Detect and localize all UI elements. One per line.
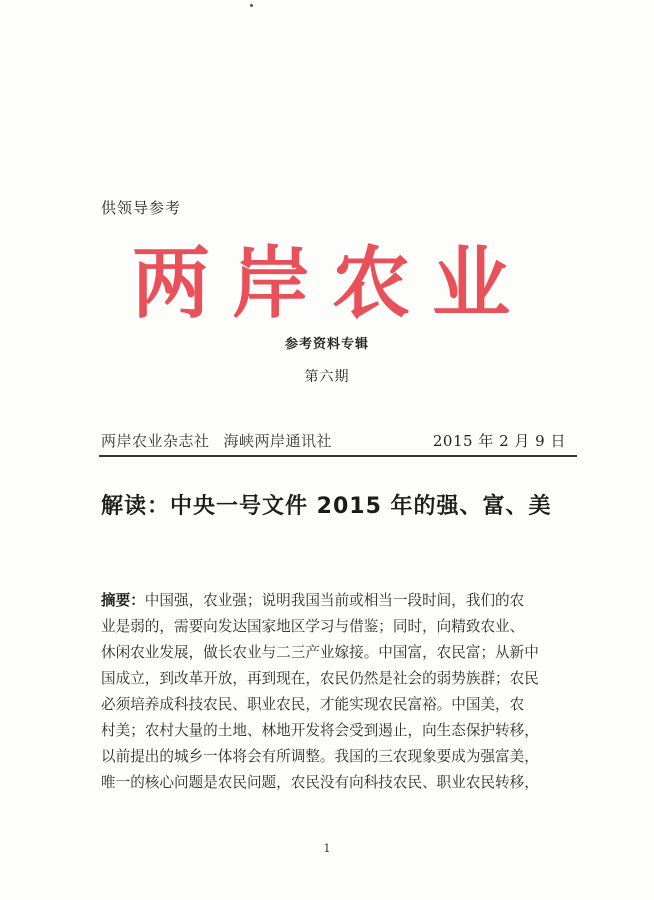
- header-divider: [99, 455, 577, 457]
- abstract-line: 必须培养成科技农民、职业农民，才能实现农民富裕。中国美，农: [101, 696, 525, 713]
- publisher-name: 两岸农业杂志社: [101, 432, 210, 450]
- scan-speck: [250, 4, 253, 7]
- abstract-line: 摘要：中国强，农业强；说明我国当前或相当一段时间，我们的农: [101, 592, 525, 609]
- issue-number: 第六期: [304, 369, 350, 385]
- abstract-line: 村美；农村大量的土地、林地开发将会受到遏止，向生态保护转移，: [101, 722, 539, 739]
- publication-date: 2015 年 2 月 9 日: [432, 432, 566, 450]
- publishers: [101, 430, 346, 451]
- masthead-subtitle: 参考资料专辑: [284, 337, 369, 352]
- abstract-line: 休闲农业发展，做长农业与二三产业嫁接。中国富，农民富；从新中: [101, 644, 539, 661]
- abstract-line: 业是弱的，需要向发达国家地区学习与借鉴；同时，向精致农业、: [101, 618, 525, 635]
- abstract-line: 国成立，到改革开放，再到现在，农民仍然是社会的弱势族群；农民: [101, 670, 539, 687]
- abstract-label: 摘要：: [101, 592, 145, 609]
- masthead-title: 两岸农业: [131, 239, 532, 329]
- abstract-line: 唯一的核心问题是农民问题，农民没有向科技农民、职业农民转移，: [101, 774, 539, 791]
- page-number: 1: [323, 842, 331, 855]
- abstract-line: 以前提出的城乡一体将会有所调整。我国的三农现象要成为强富美，: [101, 748, 539, 765]
- for-reference-label: 供领导参考: [101, 199, 182, 217]
- article-headline: 解读：中央一号文件 2015 年的强、富、美: [101, 494, 552, 519]
- publisher-name: 海峡两岸通讯社: [223, 432, 333, 450]
- article-abstract: [101, 588, 579, 796]
